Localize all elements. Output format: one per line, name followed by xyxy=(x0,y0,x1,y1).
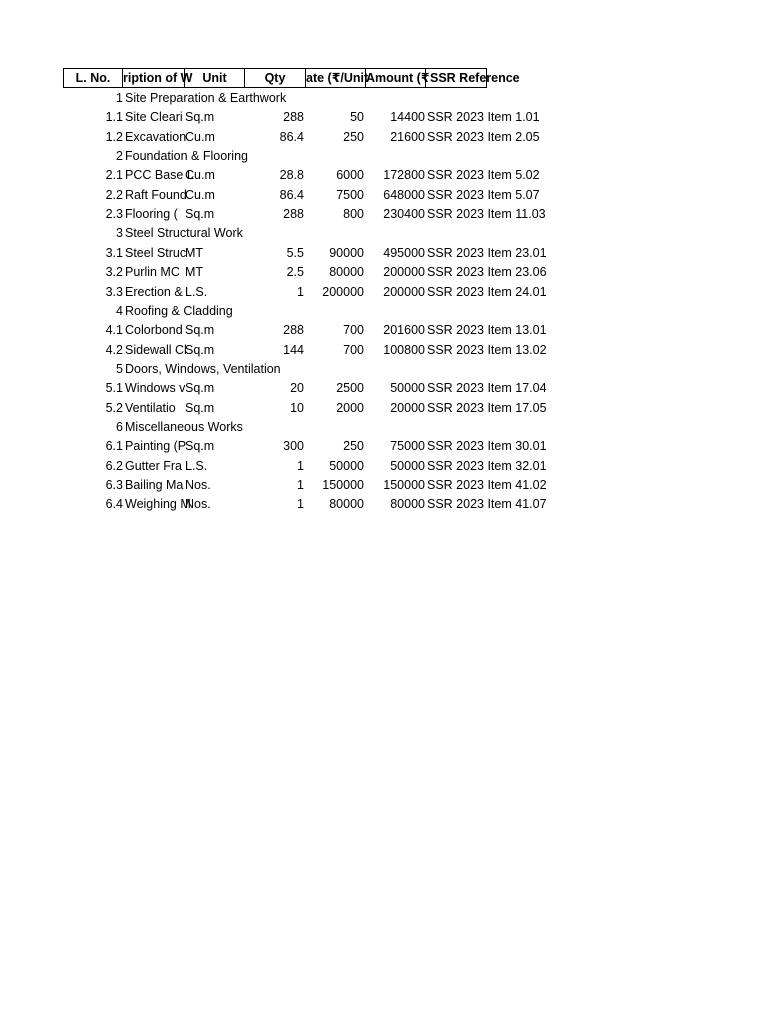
section-desc-cell[interactable]: Site Preparation & Earthwork xyxy=(125,91,287,105)
row-amount-cell[interactable]: 201600 xyxy=(383,323,425,338)
row-amount-cell[interactable]: 200000 xyxy=(383,265,425,280)
row-rate-cell[interactable]: 200000 xyxy=(322,284,364,299)
row-qty-cell[interactable]: 288 xyxy=(283,323,304,338)
row-unit-cell[interactable]: Cu.m xyxy=(185,168,215,183)
row-unit-cell[interactable]: Sq.m xyxy=(185,400,215,415)
row-unit-cell[interactable]: Cu.m xyxy=(185,129,215,144)
row-no-cell[interactable]: 2.1 xyxy=(105,168,123,183)
row-rate-cell[interactable]: 2500 xyxy=(336,381,364,396)
row-amount-cell[interactable]: 50000 xyxy=(390,381,425,396)
row-qty-cell[interactable]: 288 xyxy=(283,207,304,222)
header-amount[interactable]: Amount (₹ xyxy=(365,68,426,88)
row-ssr-cell[interactable]: SSR 2023 Item 17.04 xyxy=(427,381,547,396)
row-unit-cell[interactable]: MT xyxy=(185,245,204,260)
row-desc-cell[interactable]: Windows v xyxy=(125,381,186,396)
row-qty-cell[interactable]: 5.5 xyxy=(286,245,304,260)
row-ssr-cell[interactable]: SSR 2023 Item 23.06 xyxy=(427,265,547,280)
row-desc-cell[interactable]: Site Cleari xyxy=(125,110,183,125)
row-rate-cell[interactable]: 2000 xyxy=(336,400,364,415)
row-no-cell[interactable]: 6.4 xyxy=(105,497,123,512)
row-rate-cell[interactable]: 250 xyxy=(343,129,364,144)
row-no-cell[interactable]: 6.2 xyxy=(105,458,123,473)
row-desc-cell[interactable]: Purlin MC xyxy=(125,265,180,280)
row-ssr-cell[interactable]: SSR 2023 Item 30.01 xyxy=(427,439,547,454)
header-ssr-reference[interactable]: SSR Reference xyxy=(425,68,487,88)
row-no-cell[interactable]: 5.1 xyxy=(105,381,123,396)
row-ssr-cell[interactable]: SSR 2023 Item 1.01 xyxy=(427,110,540,125)
row-ssr-cell[interactable]: SSR 2023 Item 32.01 xyxy=(427,458,547,473)
section-no-cell[interactable]: 6 xyxy=(116,419,123,434)
row-no-cell[interactable]: 5.2 xyxy=(105,400,123,415)
row-qty-cell[interactable]: 1 xyxy=(297,497,304,512)
row-rate-cell[interactable]: 50 xyxy=(350,110,364,125)
row-desc-cell[interactable]: PCC Base L xyxy=(125,168,194,183)
row-qty-cell[interactable]: 1 xyxy=(297,478,304,492)
row-qty-cell[interactable]: 144 xyxy=(283,342,304,357)
row-no-cell[interactable]: 1.1 xyxy=(105,110,123,125)
row-ssr-cell[interactable]: SSR 2023 Item 17.05 xyxy=(427,400,547,415)
row-qty-cell[interactable]: 288 xyxy=(283,110,304,125)
row-amount-cell[interactable]: 200000 xyxy=(383,284,425,299)
row-amount-cell[interactable]: 495000 xyxy=(383,245,425,260)
row-desc-cell[interactable]: Painting (P xyxy=(125,439,187,454)
row-ssr-cell[interactable]: SSR 2023 Item 24.01 xyxy=(427,284,547,299)
row-unit-cell[interactable]: Sq.m xyxy=(185,323,215,338)
row-qty-cell[interactable]: 28.8 xyxy=(279,168,304,183)
row-rate-cell[interactable]: 250 xyxy=(343,439,364,454)
row-rate-cell[interactable]: 700 xyxy=(343,342,364,357)
section-desc-cell[interactable]: Steel Structural Work xyxy=(125,226,243,241)
row-ssr-cell[interactable]: SSR 2023 Item 5.07 xyxy=(427,187,540,202)
row-ssr-cell[interactable]: SSR 2023 Item 2.05 xyxy=(427,129,540,144)
row-unit-cell[interactable]: Nos. xyxy=(185,478,211,492)
row-amount-cell[interactable]: 230400 xyxy=(383,207,425,222)
row-ssr-cell[interactable]: SSR 2023 Item 13.01 xyxy=(427,323,547,338)
row-unit-cell[interactable]: L.S. xyxy=(185,458,208,473)
row-no-cell[interactable]: 3.3 xyxy=(105,284,123,299)
row-ssr-cell[interactable]: SSR 2023 Item 5.02 xyxy=(427,168,540,183)
row-no-cell[interactable]: 6.3 xyxy=(105,478,123,492)
row-desc-cell[interactable]: Bailing Ma xyxy=(125,478,184,492)
row-ssr-cell[interactable]: SSR 2023 Item 41.07 xyxy=(427,497,547,512)
row-unit-cell[interactable]: MT xyxy=(185,265,204,280)
row-rate-cell[interactable]: 700 xyxy=(343,323,364,338)
row-unit-cell[interactable]: Cu.m xyxy=(185,187,215,202)
section-no-cell[interactable]: 1 xyxy=(116,91,123,105)
row-ssr-cell[interactable]: SSR 2023 Item 41.02 xyxy=(427,478,547,492)
row-unit-cell[interactable]: L.S. xyxy=(185,284,208,299)
row-unit-cell[interactable]: Sq.m xyxy=(185,381,215,396)
row-desc-cell[interactable]: Erection & xyxy=(125,284,183,299)
row-qty-cell[interactable]: 20 xyxy=(290,381,304,396)
row-desc-cell[interactable]: Colorbond xyxy=(125,323,183,338)
row-rate-cell[interactable]: 90000 xyxy=(329,245,364,260)
header-unit[interactable]: Unit xyxy=(184,68,245,88)
row-ssr-cell[interactable]: SSR 2023 Item 23.01 xyxy=(427,245,547,260)
row-rate-cell[interactable]: 7500 xyxy=(336,187,364,202)
row-amount-cell[interactable]: 172800 xyxy=(383,168,425,183)
row-ssr-cell[interactable]: SSR 2023 Item 13.02 xyxy=(427,342,547,357)
row-unit-cell[interactable]: Sq.m xyxy=(185,207,215,222)
section-no-cell[interactable]: 5 xyxy=(116,361,123,376)
row-amount-cell[interactable]: 21600 xyxy=(390,129,425,144)
row-rate-cell[interactable]: 50000 xyxy=(329,458,364,473)
row-qty-cell[interactable]: 300 xyxy=(283,439,304,454)
row-amount-cell[interactable]: 648000 xyxy=(383,187,425,202)
row-no-cell[interactable]: 3.1 xyxy=(105,245,123,260)
row-amount-cell[interactable]: 80000 xyxy=(390,497,425,512)
row-unit-cell[interactable]: Sq.m xyxy=(185,439,215,454)
row-amount-cell[interactable]: 14400 xyxy=(390,110,425,125)
row-amount-cell[interactable]: 100800 xyxy=(383,342,425,357)
row-amount-cell[interactable]: 75000 xyxy=(390,439,425,454)
row-rate-cell[interactable]: 80000 xyxy=(329,265,364,280)
row-amount-cell[interactable]: 150000 xyxy=(383,478,425,492)
row-desc-cell[interactable]: Ventilatio xyxy=(125,400,176,415)
row-qty-cell[interactable]: 1 xyxy=(297,284,304,299)
row-rate-cell[interactable]: 800 xyxy=(343,207,364,222)
row-no-cell[interactable]: 1.2 xyxy=(105,129,123,144)
section-desc-cell[interactable]: Foundation & Flooring xyxy=(125,149,248,164)
row-desc-cell[interactable]: Gutter Fra xyxy=(125,458,182,473)
section-no-cell[interactable]: 3 xyxy=(116,226,123,241)
row-no-cell[interactable]: 3.2 xyxy=(105,265,123,280)
row-qty-cell[interactable]: 86.4 xyxy=(279,129,304,144)
row-rate-cell[interactable]: 6000 xyxy=(336,168,364,183)
section-no-cell[interactable]: 4 xyxy=(116,303,123,318)
header-rate[interactable]: ate (₹/Unit xyxy=(305,68,366,88)
row-rate-cell[interactable]: 80000 xyxy=(329,497,364,512)
row-desc-cell[interactable]: Steel Struc xyxy=(125,245,187,260)
row-qty-cell[interactable]: 1 xyxy=(297,458,304,473)
row-desc-cell[interactable]: Sidewall Cl xyxy=(125,342,187,357)
section-no-cell[interactable]: 2 xyxy=(116,149,123,164)
row-qty-cell[interactable]: 10 xyxy=(290,400,304,415)
row-desc-cell[interactable]: Raft Found xyxy=(125,187,187,202)
header-sl-no[interactable]: L. No. xyxy=(63,68,123,88)
header-qty[interactable]: Qty xyxy=(244,68,306,88)
row-amount-cell[interactable]: 50000 xyxy=(390,458,425,473)
section-desc-cell[interactable]: Roofing & Cladding xyxy=(125,303,233,318)
row-no-cell[interactable]: 2.3 xyxy=(105,207,123,222)
section-desc-cell[interactable]: Miscellaneous Works xyxy=(125,419,243,434)
row-no-cell[interactable]: 4.2 xyxy=(105,342,123,357)
row-unit-cell[interactable]: Nos. xyxy=(185,497,211,512)
row-unit-cell[interactable]: Sq.m xyxy=(185,342,215,357)
row-amount-cell[interactable]: 20000 xyxy=(390,400,425,415)
row-qty-cell[interactable]: 2.5 xyxy=(286,265,304,280)
row-rate-cell[interactable]: 150000 xyxy=(322,478,364,492)
row-ssr-cell[interactable]: SSR 2023 Item 11.03 xyxy=(427,207,546,222)
row-desc-cell[interactable]: Excavation xyxy=(125,129,187,144)
row-no-cell[interactable]: 2.2 xyxy=(105,187,123,202)
row-no-cell[interactable]: 4.1 xyxy=(105,323,123,338)
row-qty-cell[interactable]: 86.4 xyxy=(279,187,304,202)
row-desc-cell[interactable]: Weighing M xyxy=(125,497,191,512)
header-description[interactable]: ription of W xyxy=(122,68,185,88)
row-unit-cell[interactable]: Sq.m xyxy=(185,110,215,125)
row-no-cell[interactable]: 6.1 xyxy=(105,439,123,454)
section-desc-cell[interactable]: Doors, Windows, Ventilation xyxy=(125,361,281,376)
row-desc-cell[interactable]: Flooring ( xyxy=(125,207,178,222)
